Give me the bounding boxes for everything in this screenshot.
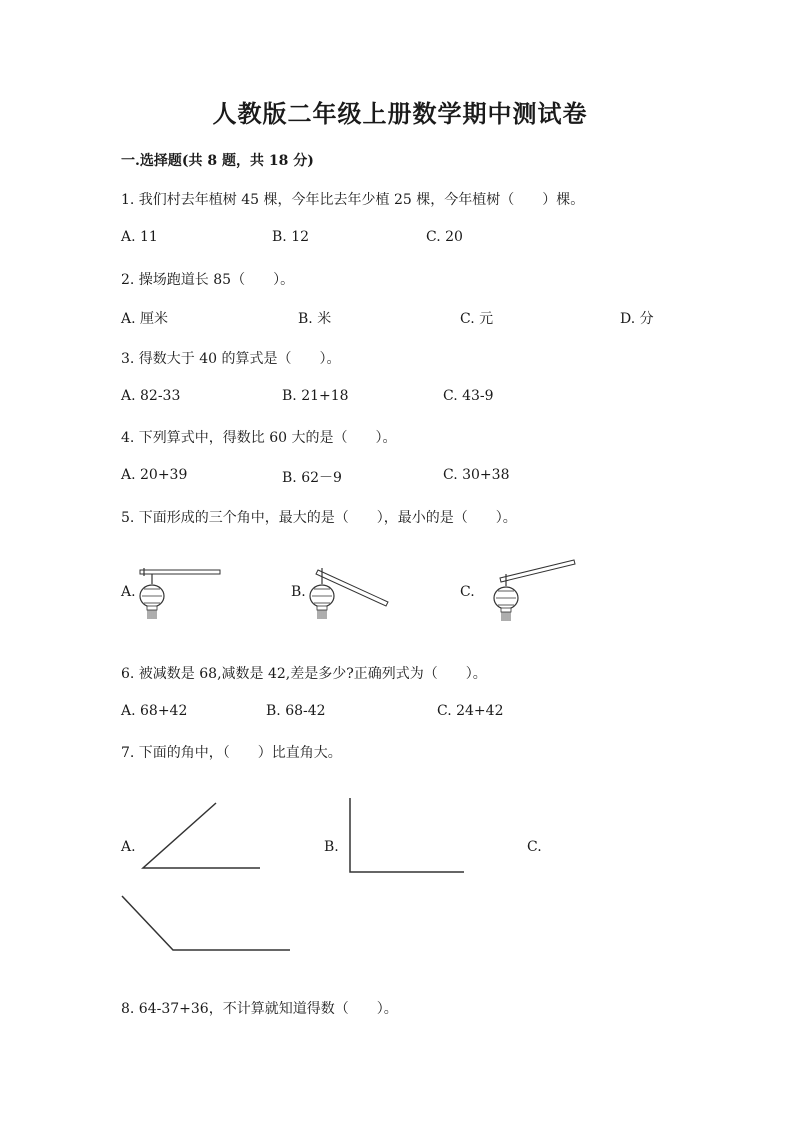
question-3-option-a[interactable]: A. 82-33 <box>121 388 181 404</box>
question-7-option-a[interactable]: A. <box>121 839 136 855</box>
angle-figure-b <box>345 795 475 875</box>
question-7-stem: 7. 下面的角中，（ ）比直角大。 <box>121 745 342 761</box>
question-5-stem: 5. 下面形成的三个角中，最大的是（ ），最小的是（ ）。 <box>121 510 517 526</box>
question-6-option-b[interactable]: B. 68-42 <box>266 703 326 719</box>
question-6-option-c[interactable]: C. 24+42 <box>437 703 504 719</box>
question-2-option-b[interactable]: B. 米 <box>298 311 332 327</box>
angle-figure-c <box>118 892 298 962</box>
lantern-figure-a <box>132 558 232 638</box>
question-7-option-c[interactable]: C. <box>527 839 542 855</box>
lantern-figure-c <box>488 558 588 638</box>
question-2-option-d[interactable]: D. 分 <box>620 311 654 327</box>
question-8-stem: 8. 64-37+36，不计算就知道得数（ ）。 <box>121 1001 398 1017</box>
question-5-option-b[interactable]: B. <box>291 584 306 600</box>
question-4-option-c[interactable]: C. 30+38 <box>443 467 510 483</box>
page-title: 人教版二年级上册数学期中测试卷 <box>212 99 588 128</box>
question-6-stem: 6. 被减数是 68,减数是 42,差是多少?正确列式为（ ）。 <box>121 666 487 682</box>
question-2-stem: 2. 操场跑道长 85（ ）。 <box>121 272 295 288</box>
question-1-option-c[interactable]: C. 20 <box>426 229 463 245</box>
question-3-option-c[interactable]: C. 43-9 <box>443 388 494 404</box>
question-7-option-b[interactable]: B. <box>324 839 339 855</box>
lantern-figure-b <box>302 558 402 638</box>
question-1-stem: 1. 我们村去年植树 45 棵，今年比去年少植 25 棵，今年植树（ ）棵。 <box>121 192 585 208</box>
question-1-option-b[interactable]: B. 12 <box>272 229 310 245</box>
question-1-option-a[interactable]: A. 11 <box>121 229 158 245</box>
question-3-option-b[interactable]: B. 21+18 <box>282 388 349 404</box>
angle-figure-a <box>138 800 268 880</box>
section-heading: 一.选择题(共 8 题，共 18 分) <box>121 153 314 169</box>
question-5-option-c[interactable]: C. <box>460 584 475 600</box>
question-5-option-a[interactable]: A. <box>121 584 136 600</box>
question-4-stem: 4. 下列算式中，得数比 60 大的是（ ）。 <box>121 430 397 446</box>
question-4-option-a[interactable]: A. 20+39 <box>121 467 188 483</box>
question-6-option-a[interactable]: A. 68+42 <box>121 703 188 719</box>
question-4-option-b[interactable]: B. 62－9 <box>282 470 342 486</box>
question-2-option-a[interactable]: A. 厘米 <box>121 311 169 327</box>
question-2-option-c[interactable]: C. 元 <box>460 311 494 327</box>
question-3-stem: 3. 得数大于 40 的算式是（ ）。 <box>121 351 341 367</box>
